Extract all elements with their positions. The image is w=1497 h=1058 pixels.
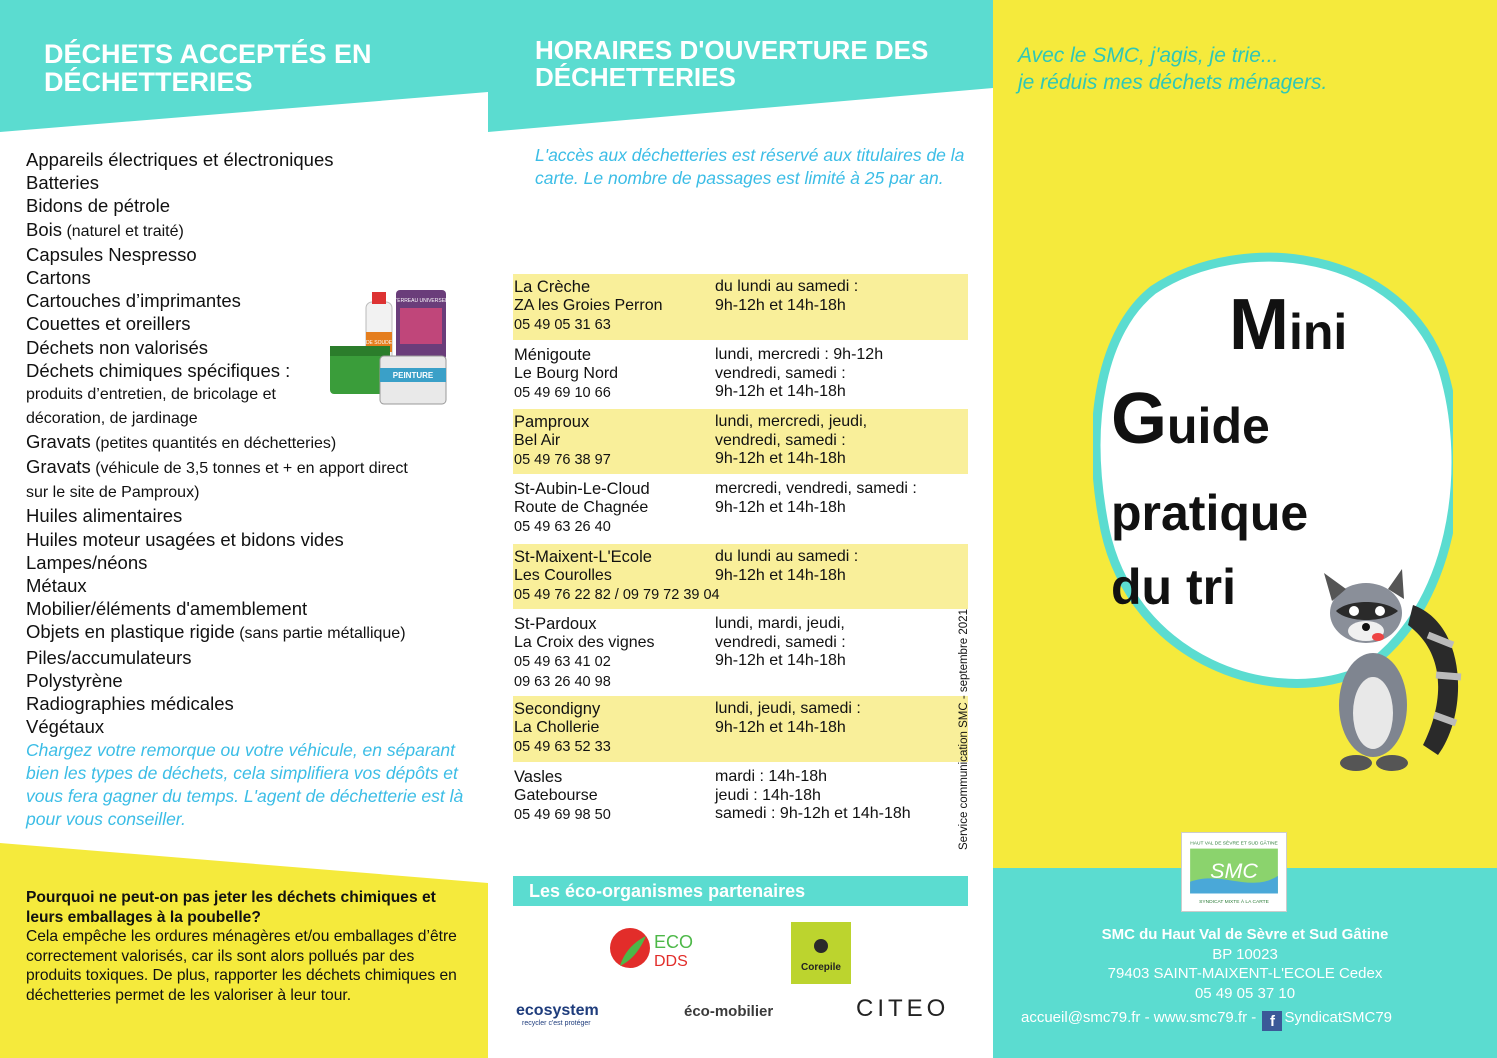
waste-item-label: Déchets non valorisés bbox=[26, 336, 209, 358]
site-place: La Croix des vignes bbox=[514, 634, 655, 651]
ecomobilier-logo-text: éco-mobilier bbox=[684, 1003, 774, 1020]
site-hours-line: jeudi : 14h-18h bbox=[715, 786, 821, 804]
site-row bbox=[513, 544, 968, 611]
waste-item-label: Cartons bbox=[26, 267, 91, 289]
waste-item-label: Appareils électriques et électroniques bbox=[26, 149, 334, 170]
site-name: St-Pardoux bbox=[514, 615, 597, 633]
waste-item-label: Huiles alimentaires bbox=[26, 505, 183, 527]
site-row bbox=[513, 764, 968, 839]
site-info bbox=[514, 548, 720, 605]
site-place: ZA les Groies Perron bbox=[514, 297, 663, 314]
waste-item-detail: (petites quantités en déchetteries) bbox=[90, 435, 337, 453]
site-phone: 05 49 63 26 40 bbox=[514, 519, 611, 535]
site-phone: 05 49 63 41 02 bbox=[514, 654, 611, 670]
waste-item-label: Lampes/néons bbox=[26, 551, 148, 573]
ecosystem-logo-tagline: recycler c'est protéger bbox=[522, 1020, 591, 1027]
site-hours-line: mardi : 14h-18h bbox=[715, 768, 828, 785]
site-name: St-Aubin-Le-Cloud bbox=[514, 480, 650, 498]
waste-item bbox=[26, 669, 466, 692]
site-hours-line: 9h-12h et 14h-18h bbox=[715, 450, 846, 467]
citeo-logo bbox=[856, 994, 960, 1022]
waste-item-label: Huiles moteur usagées et bidons vides bbox=[26, 528, 344, 550]
waste-item bbox=[26, 430, 466, 455]
site-hours bbox=[715, 615, 965, 671]
site-info bbox=[514, 278, 714, 335]
site-hours-line: 9h-12h et 14h-18h bbox=[715, 383, 846, 400]
smc-address bbox=[993, 925, 1497, 1003]
site-place: Gatebourse bbox=[514, 787, 598, 804]
site-info bbox=[514, 768, 714, 825]
waste-item bbox=[26, 171, 466, 194]
waste-item-detail: produits d’entretien, de bricolage et bbox=[26, 386, 276, 404]
title-pratique: pratique bbox=[1111, 485, 1309, 541]
smc-logo-top-text: HAUT VAL DE SÈVRE ET SUD GÂTINE bbox=[1190, 841, 1278, 847]
access-intro: L'accès aux déchetteries est réservé aux titulaires de la carte. Le nombre de passages est limité à 25 par an. bbox=[535, 145, 965, 188]
org-phone: 05 49 05 37 10 bbox=[1194, 984, 1296, 1002]
site-hours-line: lundi, mardi, jeudi, bbox=[715, 615, 845, 632]
waste-item bbox=[26, 715, 466, 738]
waste-item bbox=[26, 455, 466, 480]
left-panel bbox=[0, 0, 488, 1058]
guide-title bbox=[1111, 285, 1348, 624]
waste-item bbox=[26, 480, 466, 504]
site-info bbox=[514, 700, 714, 757]
opening-hours-title: HORAIRES D'OUVERTURE DES DÉCHETTERIES bbox=[535, 35, 929, 92]
site-name: Vasles bbox=[514, 768, 563, 786]
site-hours-line: 9h-12h et 14h-18h bbox=[715, 296, 846, 314]
citeo-logo-text: CITEO bbox=[856, 995, 950, 1022]
partners-title: Les éco-organismes partenaires bbox=[513, 876, 968, 906]
site-info bbox=[514, 480, 714, 537]
waste-item bbox=[26, 243, 466, 266]
site-hours-line: du lundi au samedi : bbox=[715, 278, 859, 295]
site-phone: 05 49 63 52 33 bbox=[514, 739, 611, 755]
smc-logo bbox=[1181, 832, 1287, 912]
site-hours-line: vendredi, samedi : bbox=[715, 364, 846, 382]
facebook-icon[interactable]: f bbox=[1262, 1011, 1282, 1031]
site-hours-line: lundi, mercredi, jeudi, bbox=[715, 413, 868, 430]
waste-item bbox=[26, 194, 466, 217]
site-hours bbox=[715, 700, 965, 737]
site-place: Route de Chagnée bbox=[514, 499, 649, 516]
site-hours-line: vendredi, samedi : bbox=[715, 633, 846, 651]
site-hours bbox=[715, 346, 965, 402]
site-name: Ménigoute bbox=[514, 346, 592, 364]
site-hours-line: lundi, jeudi, samedi : bbox=[715, 700, 861, 717]
waste-item bbox=[26, 551, 466, 574]
site-row bbox=[513, 611, 968, 696]
site-hours bbox=[715, 768, 965, 824]
title-letter-g: G bbox=[1111, 379, 1168, 459]
product-label-soude: DE SOUDE bbox=[365, 340, 393, 346]
org-name: SMC du Haut Val de Sèvre et Sud Gâtine bbox=[1101, 926, 1389, 943]
site-info bbox=[514, 413, 714, 470]
site-hours-line: 9h-12h et 14h-18h bbox=[715, 718, 846, 736]
site-name: La Crèche bbox=[514, 278, 591, 296]
waste-item bbox=[26, 528, 466, 551]
site-phone: 05 49 05 31 63 bbox=[514, 317, 611, 333]
accepted-waste-title: DÉCHETS ACCEPTÉS EN DÉCHETTERIES bbox=[44, 39, 372, 97]
site-hours-line: du lundi au samedi : bbox=[715, 548, 859, 565]
site-info bbox=[514, 615, 714, 692]
site-hours-line: lundi, mercredi : 9h-12h bbox=[715, 346, 884, 363]
opening-hours-table bbox=[513, 274, 968, 839]
waste-item bbox=[26, 148, 466, 171]
site-phone: 05 49 69 10 66 bbox=[514, 385, 611, 401]
facebook-handle[interactable]: SyndicatSMC79 bbox=[1284, 1009, 1393, 1026]
site-hours-line: 9h-12h et 14h-18h bbox=[715, 652, 846, 669]
waste-item bbox=[26, 574, 466, 597]
waste-item bbox=[26, 692, 466, 715]
site-hours-line: 9h-12h et 14h-18h bbox=[715, 566, 846, 584]
waste-item bbox=[26, 504, 466, 527]
tagline bbox=[1018, 42, 1478, 96]
ecomobilier-logo bbox=[684, 1000, 794, 1022]
waste-item-label: Gravats bbox=[26, 431, 91, 453]
waste-item-label: Capsules Nespresso bbox=[26, 243, 197, 265]
waste-item-label: Radiographies médicales bbox=[26, 693, 234, 715]
tagline-line-1: Avec le SMC, j'agis, je trie... bbox=[1018, 44, 1279, 67]
chemical-waste-answer: Cela empêche les ordures ménagères et/ou emballages d’être correctement valorisés, car ils sont alors pollués par des produits toxiques. De plus, rapporter les déchets chimiques en déchetteries permet de les valoriser à leur tour. bbox=[26, 928, 457, 1004]
site-hours bbox=[715, 278, 965, 315]
waste-item-label: Gravats bbox=[26, 456, 91, 478]
site-hours-line: 9h-12h et 14h-18h bbox=[715, 498, 846, 516]
site-phone: 05 49 76 22 82 / 09 79 72 39 04 bbox=[514, 587, 720, 603]
waste-item-label: Objets en plastique rigide bbox=[26, 621, 235, 643]
site-hours-line: vendredi, samedi : bbox=[715, 431, 846, 449]
waste-item-label: Piles/accumulateurs bbox=[26, 646, 192, 668]
waste-item-label: Végétaux bbox=[26, 716, 105, 738]
waste-item-label: Bidons de pétrole bbox=[26, 195, 170, 217]
title-du-tri: du tri bbox=[1111, 559, 1236, 615]
waste-item-label: Mobilier/éléments d'amemblement bbox=[26, 598, 308, 620]
site-place: La Chollerie bbox=[514, 719, 600, 736]
site-row bbox=[513, 342, 968, 409]
waste-item-detail: (véhicule de 3,5 tonnes et + en apport direct bbox=[90, 460, 408, 478]
site-name: Secondigny bbox=[514, 700, 601, 718]
waste-item bbox=[26, 266, 466, 289]
smc-logo-mark: SMC bbox=[1210, 858, 1258, 883]
product-label-peinture: PEINTURE bbox=[392, 371, 434, 380]
waste-item bbox=[26, 218, 466, 243]
waste-item-detail: (sans partie métallique) bbox=[234, 625, 406, 643]
waste-item-label: Métaux bbox=[26, 575, 87, 597]
product-label-terreau: TERREAU UNIVERSEL bbox=[394, 298, 448, 304]
title-mini-rest: ini bbox=[1288, 304, 1348, 360]
chemical-waste-question: Pourquoi ne peut-on pas jeter les déchets chimiques et leurs emballages à la poubelle? bbox=[26, 889, 436, 926]
corepile-logo bbox=[791, 922, 851, 984]
site-hours bbox=[715, 413, 965, 469]
site-name: Pamproux bbox=[514, 413, 590, 431]
org-city: 79403 SAINT-MAIXENT-L'ECOLE Cedex bbox=[1107, 965, 1383, 982]
site-phone: 05 49 69 98 50 bbox=[514, 807, 611, 823]
waste-item-label: Déchets chimiques spécifiques : bbox=[26, 359, 291, 381]
ecodds-logo bbox=[606, 922, 706, 980]
title-guide-rest: uide bbox=[1167, 398, 1270, 454]
site-name: St-Maixent-L'Ecole bbox=[514, 548, 652, 566]
waste-item bbox=[26, 646, 466, 669]
site-hours-line: mercredi, vendredi, samedi : bbox=[715, 480, 917, 497]
raccoon-mascot-icon bbox=[1318, 565, 1468, 775]
waste-item-detail: sur le site de Pamproux) bbox=[26, 484, 200, 502]
waste-item bbox=[26, 620, 466, 645]
smc-logo-bottom-text: SYNDICAT MIXTE À LA CARTE bbox=[1199, 900, 1269, 906]
waste-item-label: Couettes et oreillers bbox=[26, 313, 191, 335]
site-hours bbox=[715, 480, 965, 517]
corepile-logo-text: Corepile bbox=[800, 962, 842, 973]
site-row bbox=[513, 409, 968, 476]
waste-item-label: Bois bbox=[26, 218, 62, 240]
site-row bbox=[513, 476, 968, 544]
site-hours bbox=[715, 548, 965, 585]
right-panel bbox=[993, 0, 1497, 1058]
waste-item-label: Polystyrène bbox=[26, 669, 123, 691]
contact-email-web[interactable]: accueil@smc79.fr - www.smc79.fr - bbox=[1021, 1009, 1257, 1026]
title-letter-m: M bbox=[1229, 285, 1289, 365]
loading-advice-note: Chargez votre remorque ou votre véhicule, en séparant bien les types de déchets, cela simplifiera vos dépôts et vous fera gagner du temps. L'agent de déchetterie est là pour vous conseiller. bbox=[26, 740, 464, 829]
site-hours-line: samedi : 9h-12h et 14h-18h bbox=[715, 805, 911, 822]
print-credit: Service communication SMC - septembre 2021 bbox=[958, 609, 970, 850]
waste-item-label: Batteries bbox=[26, 172, 100, 194]
contact-line bbox=[1021, 1009, 1481, 1031]
site-info bbox=[514, 346, 714, 403]
chemical-waste-explanation bbox=[26, 888, 466, 1006]
site-phone: 05 49 76 38 97 bbox=[514, 452, 611, 468]
org-bp: BP 10023 bbox=[1212, 945, 1278, 963]
accepted-waste-list bbox=[26, 148, 466, 738]
site-place: Les Courolles bbox=[514, 567, 612, 584]
ecodds-logo-text-b: DDS bbox=[654, 953, 688, 970]
site-place: Bel Air bbox=[514, 432, 561, 449]
site-phone-2: 09 63 26 40 98 bbox=[514, 674, 611, 690]
waste-item-detail: (naturel et traité) bbox=[62, 222, 184, 240]
waste-item bbox=[26, 597, 466, 620]
ecodds-logo-text-a: ECO bbox=[654, 932, 694, 952]
site-place: Le Bourg Nord bbox=[514, 365, 619, 382]
waste-item-label: Cartouches d’imprimantes bbox=[26, 290, 241, 312]
site-row bbox=[513, 274, 968, 342]
middle-panel bbox=[488, 0, 993, 1058]
site-row bbox=[513, 696, 968, 764]
ecosystem-logo bbox=[516, 998, 622, 1028]
tagline-line-2: je réduis mes déchets ménagers. bbox=[1018, 71, 1328, 94]
chemical-products-image bbox=[326, 288, 456, 410]
ecosystem-logo-text: ecosystem bbox=[516, 1002, 599, 1019]
waste-item-detail: décoration, de jardinage bbox=[26, 410, 198, 428]
